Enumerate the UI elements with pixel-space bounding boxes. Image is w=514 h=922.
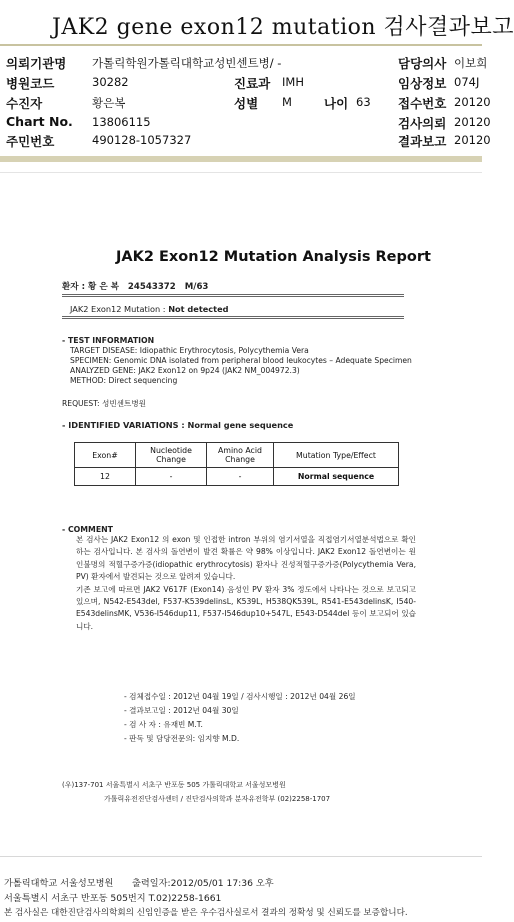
- result-report-label: 결과보고: [398, 134, 447, 149]
- chart-no-label: Chart No.: [6, 114, 73, 129]
- variations-heading: - IDENTIFIED VARIATIONS : Normal gene sequence: [62, 420, 294, 430]
- target-disease: TARGET DISEASE: Idiopathic Erythrocytosis, Polycythemia Vera: [70, 346, 309, 355]
- patient-label: 수진자: [6, 96, 43, 111]
- scanned-report-page: [0, 172, 482, 855]
- divider-top: [62, 294, 404, 297]
- col-header-mutation-type: Mutation Type/Effect: [274, 443, 399, 468]
- clinical-info-value: 074J: [454, 75, 480, 89]
- physician-label: 담당의사: [398, 56, 447, 71]
- report-header-title: JAK2 gene exon12 mutation 검사결과보고: [52, 15, 514, 40]
- table-row: [75, 468, 399, 486]
- summary-value: Not detected: [168, 304, 229, 314]
- responsible-doctor: - 판독 및 담당전문의: 임지향 M.D.: [124, 734, 240, 743]
- test-request-value: 20120: [454, 115, 491, 129]
- patient-line-sexage: M/63: [184, 282, 209, 292]
- request: REQUEST: 성빈센트병원: [62, 399, 147, 408]
- header-divider: [0, 44, 482, 46]
- hospital-code-label: 병원코드: [6, 76, 55, 91]
- variations-table: [74, 442, 399, 486]
- col-header-exon: Exon#: [75, 443, 136, 468]
- footer-divider: [0, 856, 482, 857]
- accession-number-value: 20120: [454, 95, 491, 109]
- footer-hospital: 가톨릭대학교 서울성모병원: [4, 878, 114, 889]
- clinical-info-label: 임상정보: [398, 76, 447, 91]
- test-request-label: 검사의뢰: [398, 116, 447, 131]
- accession-number-label: 접수번호: [398, 96, 447, 111]
- lab-address-line-2: 가톨릭유전진단검사센터 / 진단검사의학과 분자유전학부 (02)2258-1707: [104, 795, 331, 803]
- header-bottom-band: [0, 156, 482, 162]
- date-received: - 검체접수일 : 2012년 04월 19일 / 검사시행일 : 2012년 04월 26일: [124, 692, 356, 701]
- cell-amino-acid: -: [207, 468, 274, 486]
- patient-line-id: 24543372: [127, 282, 176, 292]
- method: METHOD: Direct sequencing: [70, 376, 178, 385]
- ordering-institution-value: 가톨릭학원가톨릭대학교성빈센트병/ -: [92, 56, 282, 70]
- patient-line: [62, 280, 208, 292]
- resident-number-value: 490128-1057327: [92, 133, 192, 147]
- divider-bottom: [62, 316, 404, 319]
- cell-nucleotide: -: [136, 468, 207, 486]
- cell-mutation-type: Normal sequence: [274, 468, 399, 486]
- col-header-amino-acid: Amino Acid Change: [207, 443, 274, 468]
- footer-print-date: 출력일자:2012/05/01 17:36 오후: [132, 878, 274, 889]
- comment-heading: - COMMENT: [62, 525, 113, 534]
- summary-line: [70, 304, 229, 314]
- test-info-heading: - TEST INFORMATION: [62, 336, 155, 345]
- lab-address-line-1: (우)137-701 서울특별시 서초구 반포동 505 가톨릭대학교 서울성모병원: [62, 781, 286, 789]
- tester: - 검 사 자 : 유재빈 M.T.: [124, 720, 203, 729]
- report-title: JAK2 Exon12 Mutation Analysis Report: [116, 249, 431, 265]
- comment-body: [76, 534, 416, 633]
- date-reported: - 결과보고일 : 2012년 04월 30일: [124, 706, 239, 715]
- cell-exon: 12: [75, 468, 136, 486]
- summary-label: JAK2 Exon12 Mutation :: [70, 304, 166, 314]
- department-value: IMH: [282, 75, 304, 89]
- patient-line-name: 황 은 복: [88, 282, 119, 292]
- ordering-institution-label: 의뢰기관명: [6, 56, 67, 71]
- result-report-value: 20120: [454, 133, 491, 147]
- analyzed-gene: ANALYZED GENE: JAK2 Exon12 on 9p24 (JAK2 NM_004972.3): [70, 366, 300, 375]
- comment-paragraph-2: 기존 보고에 따르면 JAK2 V617F (Exon14) 음성인 PV 환자 3% 정도에서 나타나는 것으로 보고되고 있으며, N542-E543del, F537-K539delinsL, K539L, H538QK539L, R541-E543delinsK, I540-E543delinsMK, V536-I546dup11, F537-I546dup10+547L, E543-D544del 등이 보고되어 있습니다.: [76, 584, 416, 631]
- sex-label: 성별: [234, 96, 259, 111]
- comment-paragraph-1: 본 검사는 JAK2 Exon12 의 exon 및 인접한 intron 부위의 염기서열을 직접염기서열분석법으로 확인하는 검사입니다. 본 검사의 돌연변이 발견 확률은 약 98% 이상입니다. JAK2 Exon12 돌연변이는 원인불명의 적혈구증가증(idiopathic erythrocytosis) 환자나 진성적혈구증가증(Polycythemia Vera, PV) 환자에서 발견되는 것으로 알려져 있습니다.: [76, 535, 416, 582]
- footer-address: 서울특별시 서초구 반포동 505번지 T.02)2258-1661: [4, 893, 222, 904]
- resident-number-label: 주민번호: [6, 134, 55, 149]
- age-value: 63: [356, 95, 371, 109]
- col-header-nucleotide: Nucleotide Change: [136, 443, 207, 468]
- sex-value: M: [282, 95, 292, 109]
- variations-table-header-row: [75, 443, 399, 468]
- chart-no-value: 13806115: [92, 115, 151, 129]
- footer-certification-note: 본 검사실은 대한진단검사의학회의 신임인증을 받은 우수검사실로서 결과의 정확성 및 신뢰도를 보증합니다.: [4, 908, 408, 918]
- department-label: 진료과: [234, 76, 271, 91]
- patient-line-label: 환자 :: [62, 282, 86, 292]
- hospital-code-value: 30282: [92, 75, 129, 89]
- physician-value: 이보희: [454, 56, 488, 70]
- patient-value: 황은복: [92, 96, 126, 110]
- specimen: SPECIMEN: Genomic DNA isolated from peripheral blood leukocytes – Adequate Specimen: [70, 356, 412, 365]
- age-label: 나이: [324, 96, 349, 111]
